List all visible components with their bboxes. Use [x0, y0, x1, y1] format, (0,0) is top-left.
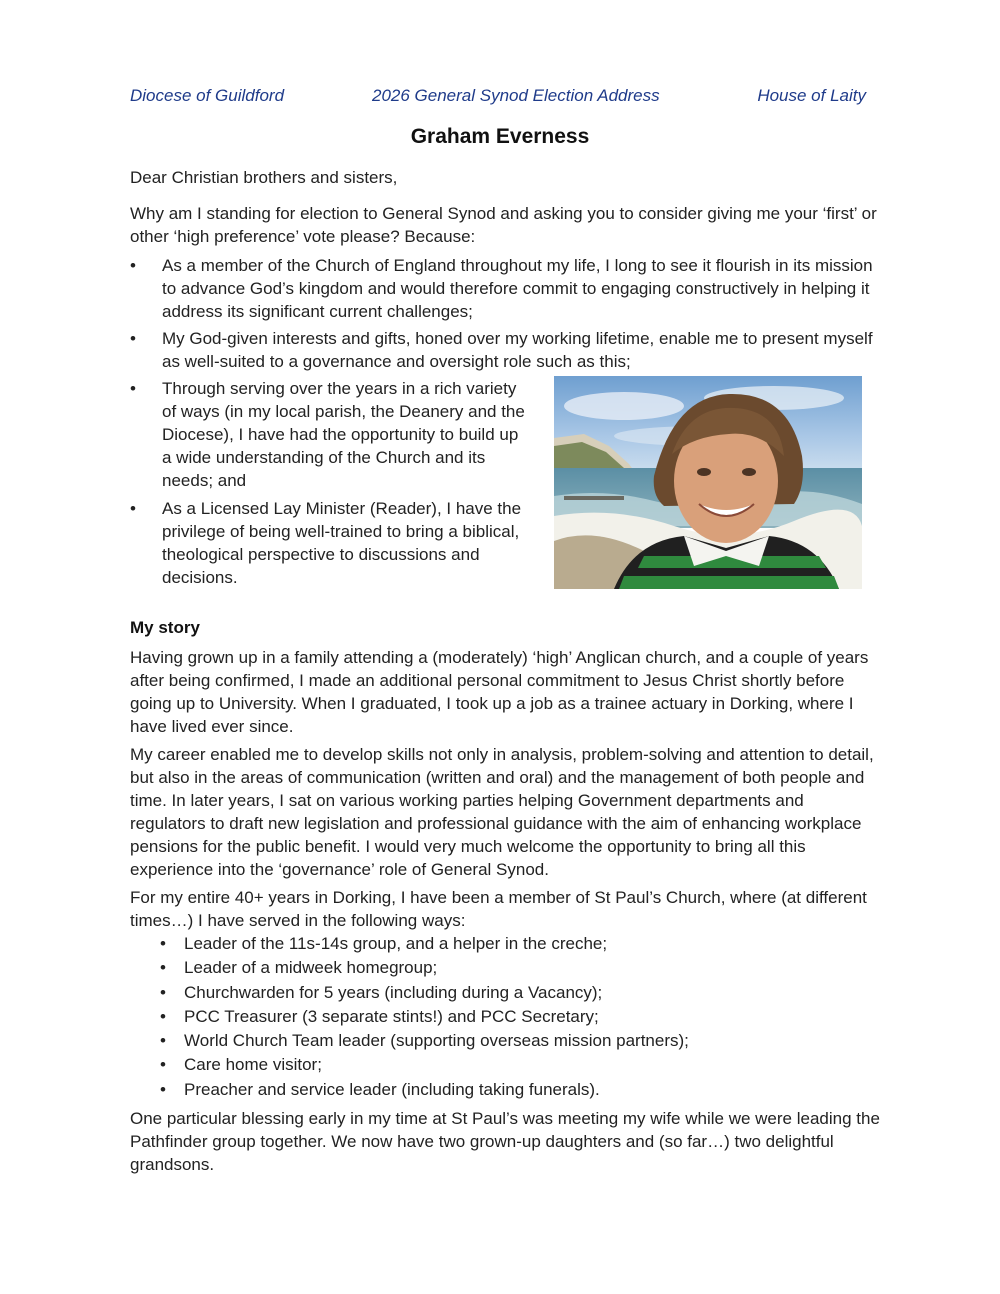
role-item: • Preacher and service leader (including taking funerals).: [160, 1078, 860, 1102]
reason-item: • My God-given interests and gifts, honed over my working lifetime, enable me to present myself as well-suited to a governance and oversight role such as this;: [130, 327, 880, 373]
story-paragraph: Having grown up in a family attending a (moderately) ‘high’ Anglican church, and a couple of years after being confirmed, I made an additional personal commitment to Jesus Christ shortly before going up to University. When I graduated, I took up a job as a trainee actuary in Dorking, where I have lived ever since.: [130, 648, 869, 736]
reason-item: • Through serving over the years in a rich variety of ways (in my local parish, the Deanery and the Diocese), I have had the opportunity to build up a wide understanding of the Church and its needs; and: [130, 377, 530, 492]
role-item: • Care home visitor;: [160, 1053, 860, 1077]
role-item: • Leader of a midweek homegroup;: [160, 956, 860, 980]
intro-paragraph: Why am I standing for election to General Synod and asking you to consider giving me your ‘first’ or other ‘high preference’ vote please? Because:: [130, 204, 877, 246]
reason-item: • As a Licensed Lay Minister (Reader), I have the privilege of being well-trained to bring a biblical, theological perspective to discussions and decisions.: [130, 497, 530, 589]
reasons-list-continued: [130, 377, 530, 594]
header-diocese: Diocese of Guildford: [130, 86, 285, 105]
story-paragraph: For my entire 40+ years in Dorking, I have been a member of St Paul’s Church, where (at different times…) I have served in the following ways:: [130, 888, 867, 930]
role-item: • Churchwarden for 5 years (including during a Vacancy);: [160, 981, 860, 1005]
role-item: • World Church Team leader (supporting overseas mission partners);: [160, 1029, 860, 1053]
reasons-list: [130, 254, 880, 377]
candidate-photo: [554, 376, 862, 589]
salutation: Dear Christian brothers and sisters,: [130, 168, 398, 187]
role-item: • Leader of the 11s-14s group, and a helper in the creche;: [160, 932, 860, 956]
header-election: 2026 General Synod Election Address: [372, 86, 660, 105]
story-paragraph: My career enabled me to develop skills not only in analysis, problem-solving and attention to detail, but also in the areas of communication (written and oral) and the management of both people and time. In later years, I sat on various working parties helping Government departments and regulators to draft new legislation and professional guidance with the aim of enhancing workplace pensions for the public benefit. I would very much welcome the opportunity to bring all this experience into the ‘governance’ role of General Synod.: [130, 745, 874, 879]
header-house: House of Laity: [757, 86, 866, 105]
story-heading: My story: [130, 618, 200, 637]
role-item: • PCC Treasurer (3 separate stints!) and PCC Secretary;: [160, 1005, 860, 1029]
closing-paragraph: One particular blessing early in my time at St Paul’s was meeting my wife while we were leading the Pathfinder group together. We now have two grown-up daughters and (so far…) two delightful grandsons.: [130, 1109, 880, 1174]
reason-item: • As a member of the Church of England throughout my life, I long to see it flourish in its mission to advance God’s kingdom and would therefore commit to engaging constructively in helping it address its significant current challenges;: [130, 254, 880, 323]
candidate-name: Graham Everness: [410, 125, 590, 148]
page-header: [130, 86, 866, 112]
roles-list: [160, 932, 860, 1102]
